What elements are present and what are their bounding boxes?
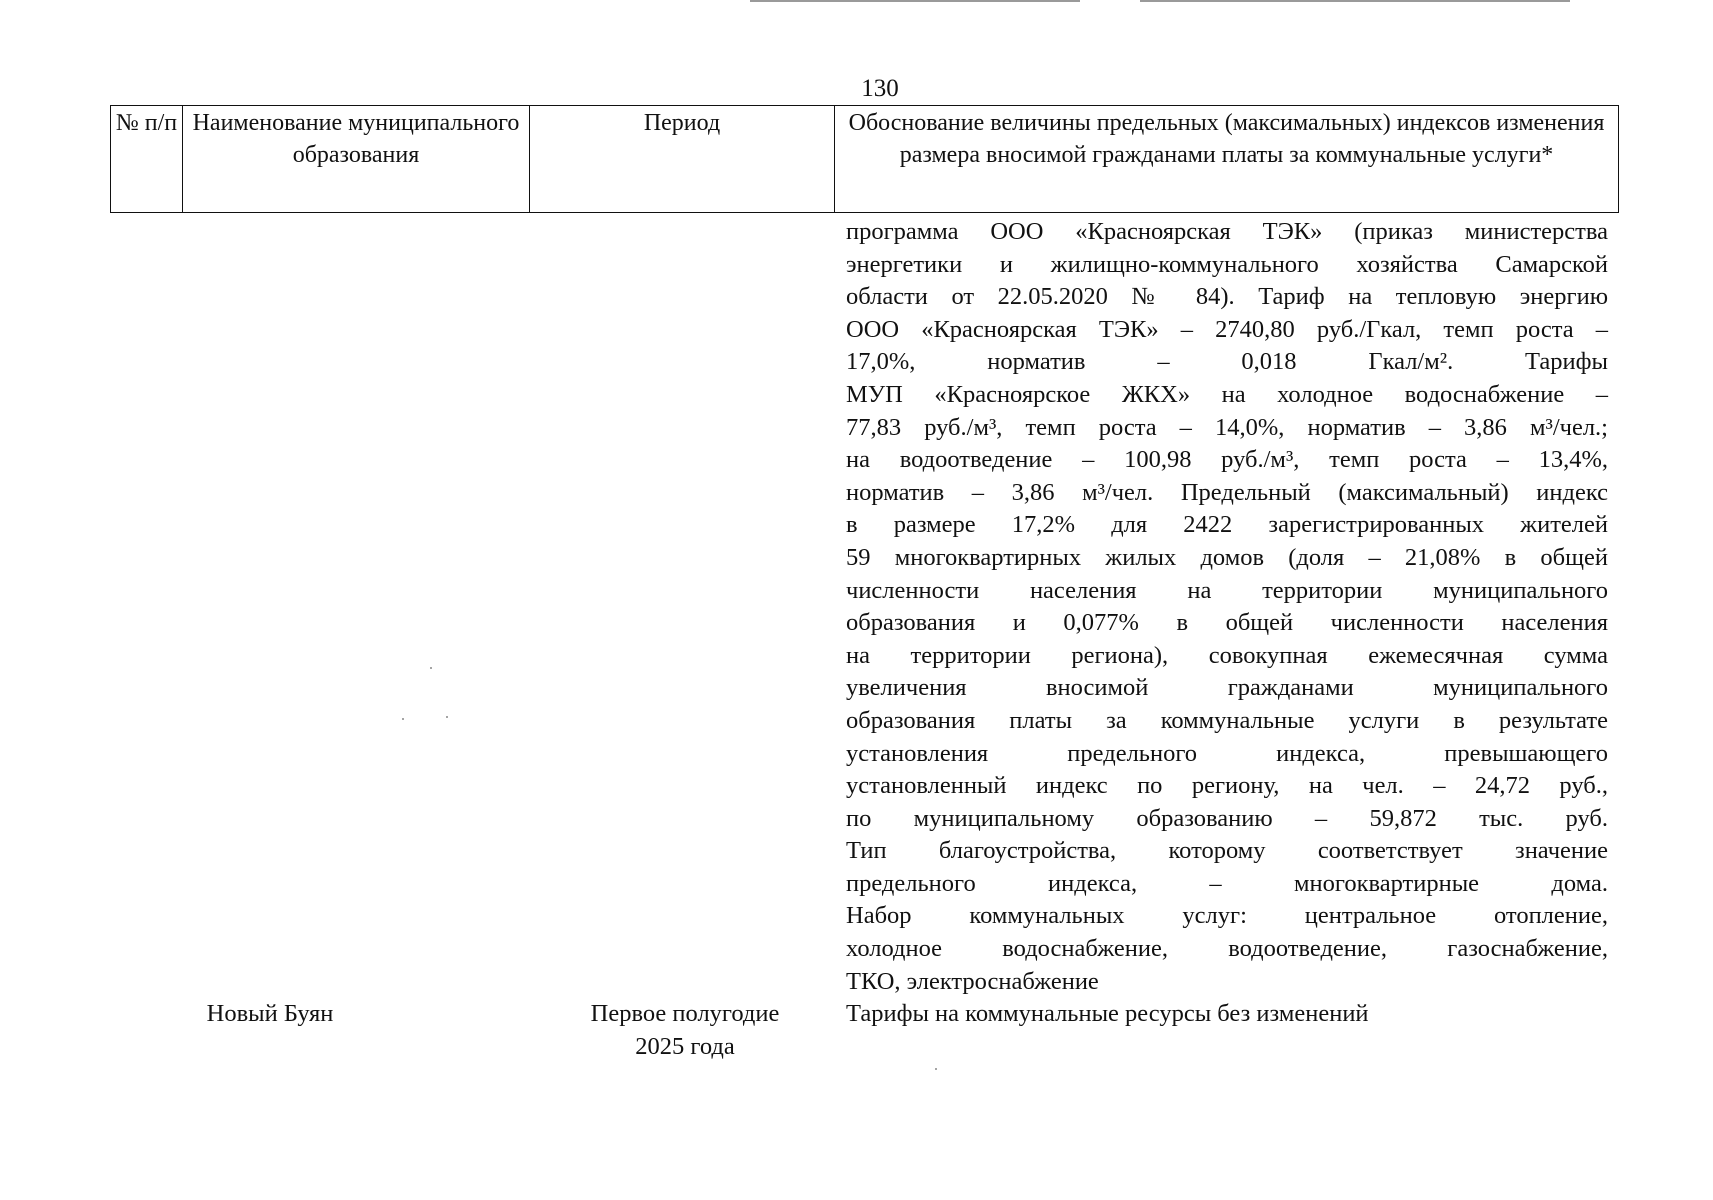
header-col-municipality: Наименование муниципального образования — [183, 106, 530, 212]
text-line: ООО «Красноярская ТЭК» – 2740,80 руб./Гкал, темп роста – — [846, 315, 1608, 343]
text-line: норматив – 3,86 м³/чел. Предельный (максимальный) индекс — [846, 478, 1608, 506]
header-col-justification: Обоснование величины предельных (максимальных) индексов изменения размера вносимой гражданами платы за коммунальные услуги* — [848, 110, 1605, 168]
continued-justification-text — [846, 216, 1608, 998]
period-cell — [560, 998, 810, 1063]
scan-speck — [935, 1068, 937, 1070]
text-line: 59 многоквартирных жилых домов (доля – 21,08% в общей — [846, 543, 1608, 571]
municipality-name: Новый Буян — [206, 1000, 334, 1027]
text-line: установления предельного индекса, превышающего — [846, 739, 1608, 767]
text-line: программа ООО «Красноярская ТЭК» (приказ министерства — [846, 218, 1608, 245]
text-line: установленный индекс по региону, на чел. – 24,72 руб., — [846, 772, 1608, 800]
text-line: на водоотведение – 100,98 руб./м³, темп роста – 13,4%, — [846, 446, 1608, 474]
scan-edge-mark — [750, 0, 1080, 2]
text-line: 17,0%, норматив – 0,018 Гкал/м². Тарифы — [846, 348, 1608, 376]
text-line: холодное водоснабжение, водоотведение, газоснабжение, — [846, 935, 1608, 963]
text-line: Тип благоустройства, которому соответствует значение — [846, 837, 1608, 865]
table-header — [110, 105, 1619, 213]
text-line: области от 22.05.2020 № 84). Тариф на тепловую энергию — [846, 283, 1608, 311]
scan-edge-mark — [1140, 0, 1570, 2]
text-line: численности населения на территории муниципального — [846, 576, 1608, 604]
text-line: на территории региона), совокупная ежемесячная сумма — [846, 641, 1608, 669]
text-line: предельного индекса, – многоквартирные дома. — [846, 869, 1608, 897]
text-line: образования платы за коммунальные услуги в результате — [846, 706, 1608, 734]
text-line: ТКО, электроснабжение — [846, 967, 1099, 995]
page-number: 130 — [861, 75, 899, 102]
justification-cell: Тарифы на коммунальные ресурсы без изменений — [846, 1000, 1369, 1027]
text-line: образования и 0,077% в общей численности населения — [846, 609, 1608, 637]
scan-speck — [402, 718, 404, 720]
period-line: Первое полугодие — [590, 1000, 780, 1027]
text-line: энергетики и жилищно-коммунального хозяйства Самарской — [846, 250, 1608, 278]
scan-speck — [446, 716, 448, 718]
text-line: Набор коммунальных услуг: центральное отопление, — [846, 902, 1608, 930]
header-col-number: № п/п — [111, 106, 183, 212]
scan-speck — [430, 667, 432, 669]
text-line: по муниципальному образованию – 59,872 тыс. руб. — [846, 804, 1608, 832]
period-line: 2025 года — [635, 1032, 735, 1060]
text-line: 77,83 руб./м³, темп роста – 14,0%, норматив – 3,86 м³/чел.; — [846, 413, 1608, 441]
text-line: увеличения вносимой гражданами муниципального — [846, 674, 1608, 702]
header-col-period: Период — [530, 106, 835, 212]
text-line: в размере 17,2% для 2422 зарегистрированных жителей — [846, 511, 1608, 539]
text-line: МУП «Красноярское ЖКХ» на холодное водоснабжение – — [846, 380, 1608, 408]
